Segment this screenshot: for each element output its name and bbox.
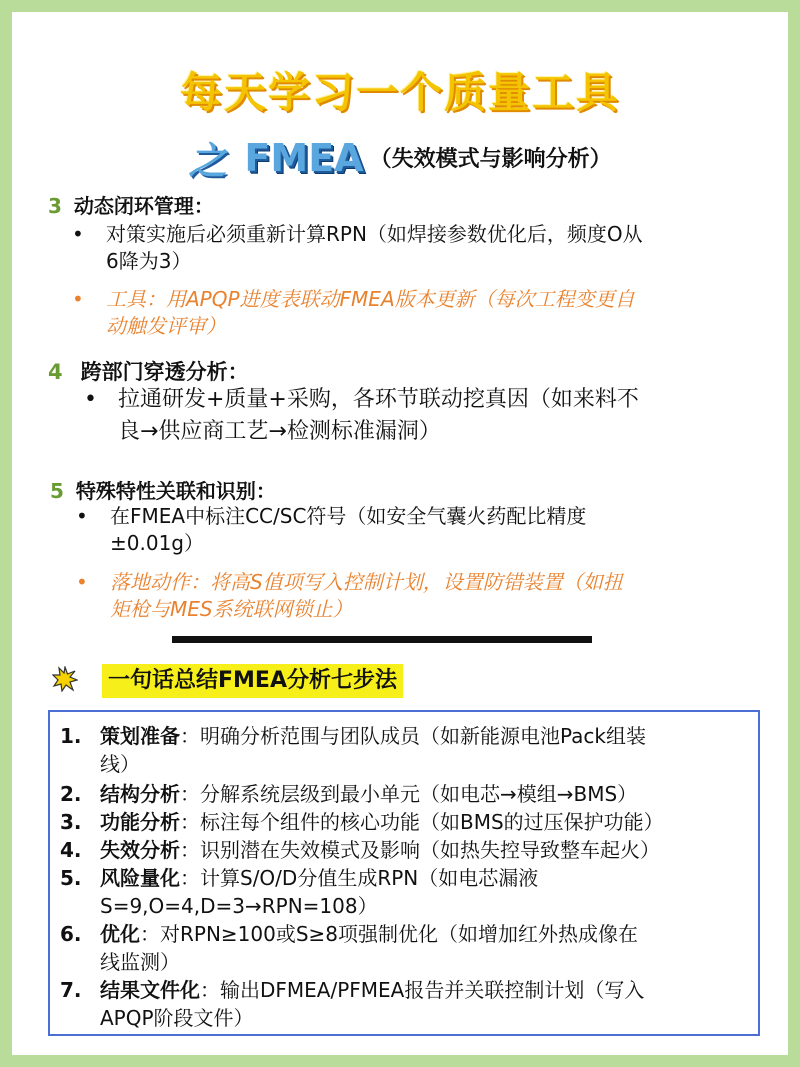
- step-text: 线监测）: [100, 950, 180, 974]
- subtitle-zhi: 之: [188, 139, 227, 183]
- step-sep: ：: [180, 724, 200, 748]
- step-text: 分解系统层级到最小单元（如电芯→模组→BMS）: [200, 782, 638, 806]
- step-number: 5.: [60, 866, 82, 890]
- bullet-line: 动触发评审）: [106, 314, 226, 338]
- bullet-line: 对策实施后必须重新计算RPN（如焊接参数优化后，频度O从: [106, 222, 643, 246]
- bullet-line: 在FMEA中标注CC/SC符号（如安全气囊火药配比精度: [110, 504, 587, 528]
- step-sep: ：: [180, 782, 200, 806]
- subtitle-paren: （失效模式与影响分析）: [369, 147, 612, 172]
- step-text: 对RPN≥100或S≥8项强制优化（如增加红外热成像在: [160, 922, 639, 946]
- step-sep: ：: [180, 866, 200, 890]
- bullet-dot: •: [76, 504, 88, 528]
- summary-box: [48, 710, 760, 1036]
- bullet-dot: •: [72, 222, 84, 246]
- step-number: 7.: [60, 978, 82, 1002]
- section-title: 跨部门穿透分析：: [80, 360, 249, 384]
- step-number: 1.: [60, 724, 82, 748]
- step-keyword: 结果文件化: [100, 978, 200, 1002]
- divider: [172, 636, 592, 643]
- step-text: 输出DFMEA/PFMEA报告并关联控制计划（写入: [220, 978, 645, 1002]
- step-text: APQP阶段文件）: [100, 1006, 254, 1030]
- section-title: 动态闭环管理：: [73, 194, 214, 218]
- page-card: [12, 12, 788, 1055]
- step-sep: ：: [200, 978, 220, 1002]
- step-text: 线）: [100, 752, 140, 776]
- section-number: 5: [50, 479, 64, 503]
- summary-title: 一句话总结FMEA分析七步法: [102, 664, 403, 698]
- step-keyword: 策划准备: [100, 724, 180, 748]
- step-text: 识别潜在失效模式及影响（如热失控导致整车起火）: [200, 838, 660, 862]
- step-text: 计算S/O/D分值生成RPN（如电芯漏液: [200, 866, 539, 890]
- bullet-dot: •: [84, 387, 97, 412]
- bullet-line: ±0.01g）: [110, 531, 204, 555]
- bullet-dot: •: [72, 287, 84, 311]
- step-keyword: 风险量化: [100, 866, 180, 890]
- bullet-line: 工具：用APQP进度表联动FMEA版本更新（每次工程变更自: [106, 287, 635, 311]
- section-number: 3: [48, 194, 62, 218]
- section-3-heading: [48, 190, 214, 219]
- step-text: 标注每个组件的核心功能（如BMS的过压保护功能）: [200, 810, 664, 834]
- star-burst-icon: [52, 666, 78, 692]
- step-keyword: 优化: [100, 922, 140, 946]
- bullet-line: 拉通研发+质量+采购，各环节联动挖真因（如来料不: [118, 387, 639, 412]
- step-keyword: 失效分析: [100, 838, 180, 862]
- section-title: 特殊特性关联和识别：: [75, 479, 276, 503]
- step-sep: ：: [180, 810, 200, 834]
- step-text: S=9,O=4,D=3→RPN=108）: [100, 894, 378, 918]
- bullet-item-tool: [72, 286, 772, 340]
- subtitle: [12, 130, 788, 185]
- step-keyword: 结构分析: [100, 782, 180, 806]
- step-sep: ：: [180, 838, 200, 862]
- section-number: 4: [48, 360, 63, 384]
- step-number: 3.: [60, 810, 82, 834]
- section-4-heading: [48, 356, 249, 386]
- step-sep: ：: [140, 922, 160, 946]
- section-5-heading: [50, 475, 276, 504]
- bullet-line: 6降为3）: [106, 249, 192, 273]
- step-number: 2.: [60, 782, 82, 806]
- bullet-item: [84, 384, 774, 450]
- bullet-item-action: [76, 569, 776, 623]
- bullet-line: 良→供应商工艺→检测标准漏洞）: [118, 419, 441, 444]
- bullet-line: 落地动作：将高S值项写入控制计划，设置防错装置（如扭: [110, 570, 623, 594]
- step-number: 4.: [60, 838, 82, 862]
- page-title: 每天学习一个质量工具: [179, 68, 620, 117]
- bullet-item: [72, 221, 772, 275]
- bullet-line: 矩枪与MES系统联网锁止）: [110, 597, 353, 621]
- step-number: 6.: [60, 922, 82, 946]
- subtitle-fmea: FMEA: [244, 135, 364, 180]
- bullet-item: [76, 503, 776, 557]
- step-text: 明确分析范围与团队成员（如新能源电池Pack组装: [200, 724, 646, 748]
- step-keyword: 功能分析: [100, 810, 180, 834]
- bullet-dot: •: [76, 570, 88, 594]
